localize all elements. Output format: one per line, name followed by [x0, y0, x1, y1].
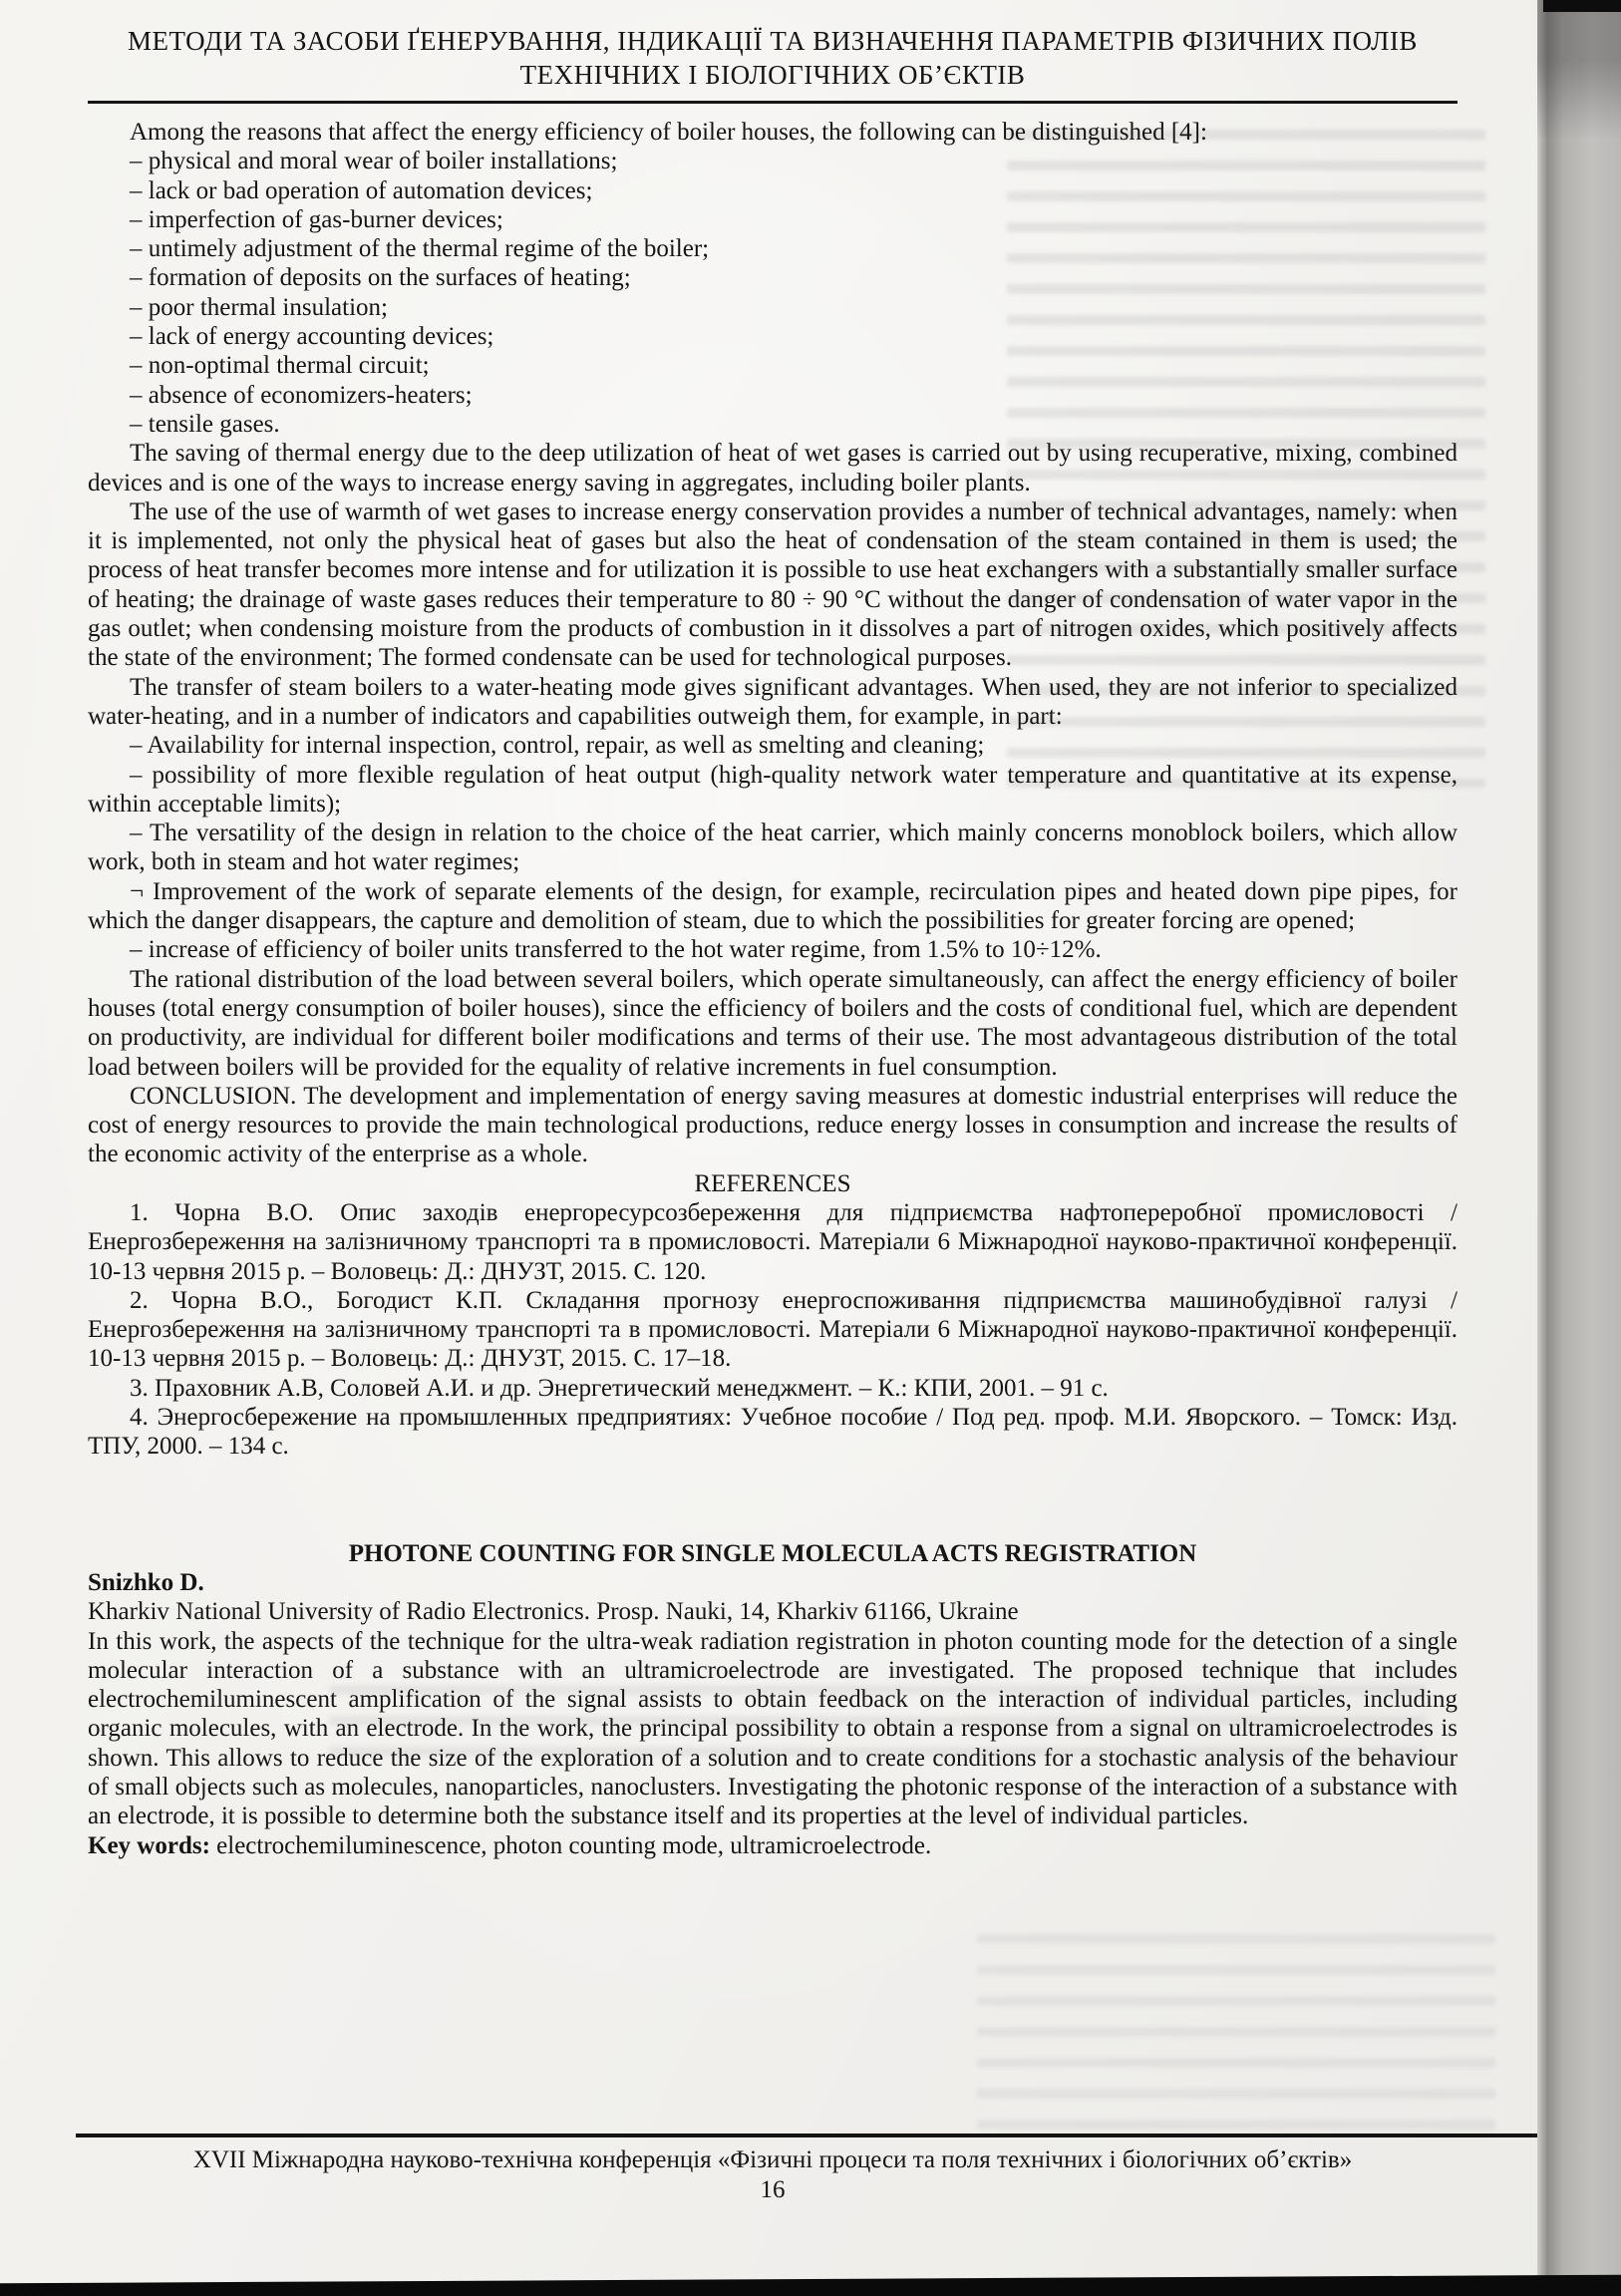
page-content — [88, 24, 1458, 1860]
article-intro: Among the reasons that affect the energy efficiency of boiler houses, the following can be distinguished [4]: — [130, 119, 1207, 146]
page-number: 16 — [760, 2176, 786, 2203]
paragraph-rational-distribution: The rational distribution of the load between several boilers, which operate simultaneously, can affect the energy efficiency of boiler houses (total energy consumption of boiler houses), since the efficiency of boilers and the costs of conditional fuel, which are dependent on productivity, are individual for different boiler modifications and terms of their use. The most advantageous distribution of the total load between boilers will be provided for the equality of relative increments in fuel consumption. — [88, 965, 1458, 1081]
keywords-line — [88, 1831, 1458, 1860]
header-divider — [88, 101, 1458, 104]
reason-item: – poor thermal insulation; — [130, 293, 388, 321]
reason-item: – imperfection of gas-burner devices; — [130, 205, 503, 233]
advantage-item: – possibility of more flexible regulation of heat output (high-quality network water temperature and quantitative at its expense, within acceptable limits); — [88, 761, 1458, 818]
section-photon-counting — [88, 1539, 1458, 1860]
advantage-item: – increase of efficiency of boiler units transferred to the hot water regime, from 1.5% to 10÷12%. — [130, 936, 1102, 964]
page-header — [88, 24, 1458, 92]
paragraph-use-of-warmth: The use of the use of warmth of wet gases to increase energy conservation provides a number of technical advantages, namely: when it is implemented, not only the physical heat of gases but also the heat of condensation of the steam contained in them is used; the process of heat transfer becomes more intense and for utilization it is possible to use heat exchangers with a substantially smaller surface of heating; the drainage of waste gases reduces their temperature to 80 ÷ 90 °C without the danger of condensation of water vapor in the gas outlet; when condensing moisture from the products of combustion in it dissolves a part of nitrogen oxides, which positively affects the state of the environment; The formed condensate can be used for technological purposes. — [88, 497, 1458, 672]
footer-conference-title: XVII Міжнародна науково-технічна конференція «Фізичні процеси та поля технічних і біологічних об’єктів» — [192, 2146, 1353, 2173]
header-line-2: ТЕХНІЧНИХ І БІОЛОГІЧНИХ ОБ’ЄКТІВ — [519, 60, 1026, 90]
abstract-author: Snizhko D. — [88, 1568, 204, 1596]
keywords-value: electrochemiluminescence, photon counting mode, ultramicroelectrode. — [216, 1831, 932, 1859]
abstract-affiliation: Kharkiv National University of Radio Electronics. Prosp. Nauki, 14, Kharkiv 61166, Ukraine — [88, 1598, 1019, 1626]
reason-item: – formation of deposits on the surfaces of heating; — [130, 264, 631, 292]
advantage-item: ¬ Improvement of the work of separate elements of the design, for example, recirculation pipes and heated down pipe pipes, for which the danger disappears, the capture and demolition of steam, due to which the possibilities for greater forcing are opened; — [88, 877, 1458, 935]
reason-item: – tensile gases. — [130, 410, 280, 438]
abstract-title: PHOTONE COUNTING FOR SINGLE MOLECULA ACTS REGISTRATION — [348, 1539, 1197, 1567]
advantage-item: – The versatility of the design in relation to the choice of the heat carrier, which mainly concerns monoblock boilers, which allow work, both in steam and hot water regimes; — [88, 820, 1458, 876]
reason-item: – untimely adjustment of the thermal regime of the boiler; — [130, 235, 710, 263]
reason-item: – non-optimal thermal circuit; — [130, 352, 430, 380]
footer-divider — [76, 2133, 1557, 2137]
header-line-1: МЕТОДИ ТА ЗАСОБИ ҐЕНЕРУВАННЯ, ІНДИКАЦІЇ ТА ВИЗНАЧЕННЯ ПАРАМЕТРІВ ФІЗИЧНИХ ПОЛІВ — [128, 26, 1418, 56]
reference-item: 1. Чорна В.О. Опис заходів енергоресурсозбереження для підприємства нафтопереробної промисловості / Енергозбереження на залізничному транспорті та в промисловості. Матеріали 6 Міжнародної науково-практичної конференції. 10-13 червня 2015 р. – Воловець: Д.: ДНУЗТ, 2015. С. 120. — [88, 1198, 1458, 1285]
reason-item: – physical and moral wear of boiler installations; — [130, 148, 618, 175]
paragraph-conclusion: CONCLUSION. The development and implementation of energy saving measures at domestic industrial enterprises will reduce the cost of energy resources to provide the main technological productions, reduce energy losses in consumption and increase the results of the economic activity of the enterprise as a whole. — [88, 1082, 1458, 1168]
scan-edge-right — [1537, 0, 1621, 2296]
reference-item: 4. Энергосбережение на промышленных предприятиях: Учебное пособие / Под ред. проф. М.И. Яворского. – Томск: Изд. ТПУ, 2000. – 134 с. — [88, 1404, 1458, 1461]
advantage-item: – Availability for internal inspection, control, repair, as well as smelting and cleaning; — [130, 732, 985, 760]
reason-item: – absence of economizers-heaters; — [130, 381, 473, 409]
page-footer — [88, 2133, 1458, 2205]
reference-item: 2. Чорна В.О., Богодист К.П. Складання прогнозу енергоспоживання підприємства машинобудівної галузі / Енергозбереження на залізничному транспорті та в промисловості. Матеріали 6 Міжнародної науково-практичної конференції. 10-13 червня 2015 р. – Воловець: Д.: ДНУЗТ, 2015. С. 17–18. — [88, 1286, 1458, 1373]
paragraph-saving: The saving of thermal energy due to the deep utilization of heat of wet gases is carried out by using recuperative, mixing, combined devices and is one of the ways to increase energy saving in aggregates, including boiler plants. — [88, 440, 1458, 496]
abstract-text: In this work, the aspects of the technique for the ultra-weak radiation registration in photon counting mode for the detection of a single molecular interaction of a substance with an ultramicroelectrode are investigated. The proposed technique that includes electrochemiluminescent amplification of the signal assists to obtain feedback on the interaction of individual particles, including organic molecules, with an electrode. In the work, the principal possibility to obtain a response from a signal on ultramicroelectrodes is shown. This allows to reduce the size of the exploration of a solution and to create conditions for a stochastic analysis of the behaviour of small objects such as molecules, nanoparticles, nanoclusters. Investigating the photonic response of the interaction of a substance with an electrode, it is possible to determine both the substance itself and its properties at the level of individual particles. — [88, 1627, 1458, 1830]
reference-item: 3. Праховник А.В, Соловей А.И. и др. Энергетический менеджмент. – К.: КПИ, 2001. – 91 с. — [130, 1374, 1109, 1402]
scan-edge-bottom — [0, 2275, 1621, 2296]
article-boiler-energy — [88, 118, 1458, 1462]
paragraph-transfer: The transfer of steam boilers to a water-heating mode gives significant advantages. When used, they are not inferior to specialized water-heating, and in a number of indicators and capabilities outweigh them, for example, in part: — [88, 673, 1458, 730]
reason-item: – lack or bad operation of automation devices; — [130, 176, 593, 204]
keywords-label: Key words: — [88, 1831, 210, 1859]
reason-item: – lack of energy accounting devices; — [130, 323, 494, 351]
references-heading: REFERENCES — [694, 1169, 851, 1197]
bleed-through-artifact — [977, 1934, 1495, 2133]
scan-corner-top-right — [1543, 0, 1621, 12]
